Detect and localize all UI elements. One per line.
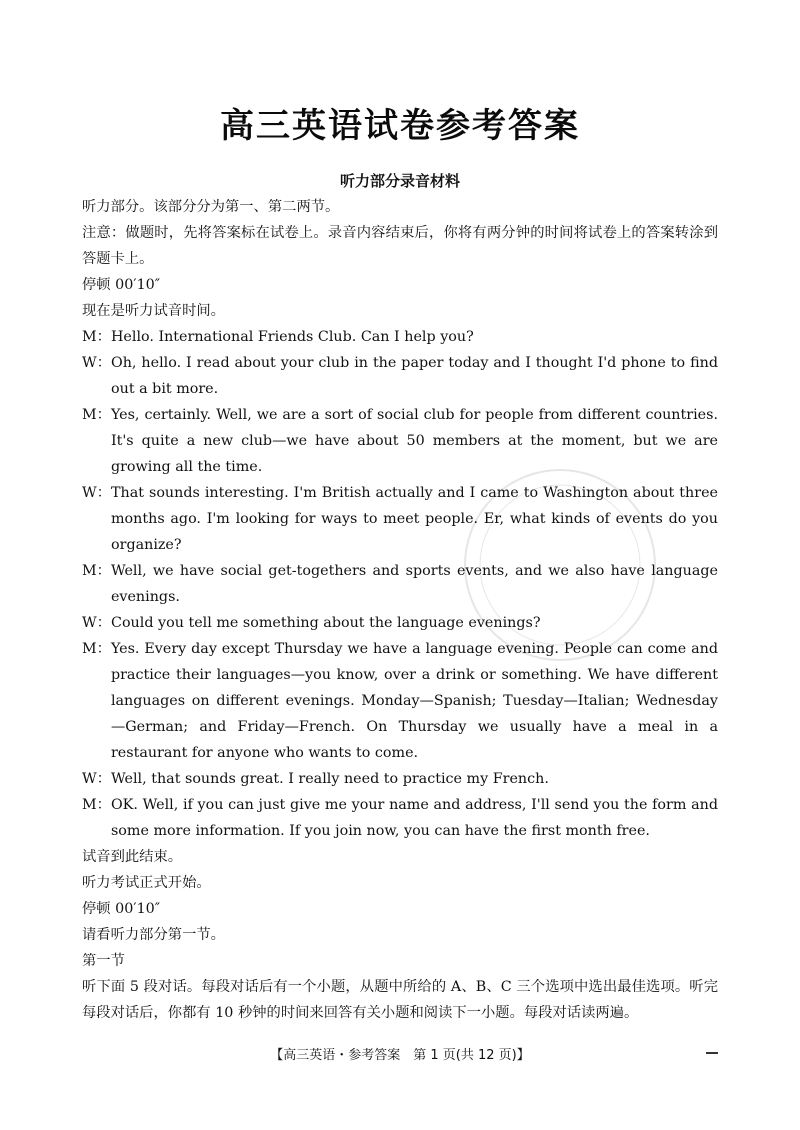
corner-mark <box>706 1052 718 1054</box>
dialogue-line <box>82 350 718 402</box>
section-heading: 听力部分录音材料 <box>339 172 460 190</box>
exam-start-line: 听力考试正式开始。 <box>82 875 211 891</box>
dialogue-line <box>82 610 718 636</box>
dialogue-text: That sounds interesting. I'm British actually and I came to Washington about three months ago. I'm looking for ways to meet people. Er, what kinds of events do you organize? <box>111 485 718 553</box>
speaker-label: M： <box>82 641 111 657</box>
speaker-label: M： <box>82 797 111 813</box>
dialogue-line <box>82 324 718 350</box>
dialogue-text: Could you tell me something about the language evenings? <box>111 615 541 631</box>
dialogue-text: Oh, hello. I read about your club in the paper today and I thought I'd phone to find out a bit more. <box>111 355 718 397</box>
section-prompt-line: 请看听力部分第一节。 <box>82 927 225 943</box>
speaker-label: M： <box>82 563 111 579</box>
dialogue-text: Yes, certainly. Well, we are a sort of social club for people from different countries. It's quite a new club—we have about 50 members at the moment, but we are growing all the time. <box>110 407 718 475</box>
dialogue-line <box>82 558 718 610</box>
pause-line: 停顿 00′10″ <box>82 277 161 293</box>
page-footer: 【高三英语・参考答案 第 1 页(共 12 页)】 <box>270 1048 530 1063</box>
speaker-label: M： <box>82 329 111 345</box>
notice-paragraph: 注意：做题时，先将答案标在试卷上。录音内容结束后，你将有两分钟的时间将试卷上的答案转涂到答题卡上。 <box>82 225 718 267</box>
trial-end-line: 试音到此结束。 <box>82 849 183 865</box>
transcript-body <box>82 194 718 1026</box>
dialogue-text: Hello. International Friends Club. Can I help you? <box>110 329 474 345</box>
dialogue-line <box>82 792 718 844</box>
dialogue-text: Well, we have social get-togethers and sports events, and we also have language evenings. <box>110 563 718 605</box>
speaker-label: W： <box>82 355 111 371</box>
speaker-label: W： <box>82 615 111 631</box>
speaker-label: M： <box>82 407 111 423</box>
speaker-label: W： <box>82 485 111 501</box>
dialogue-line <box>82 636 718 766</box>
section-heading-line: 第一节 <box>82 953 125 969</box>
dialogue-line <box>82 480 718 558</box>
document-title: 高三英语试卷参考答案 <box>220 106 580 146</box>
trial-start-line: 现在是听力试音时间。 <box>82 303 225 319</box>
dialogue-text: OK. Well, if you can just give me your name and address, I'll send you the form and some more information. If you join now, you can have the first month free. <box>110 797 718 839</box>
dialogue-line <box>82 402 718 480</box>
intro-line: 听力部分。该部分分为第一、第二两节。 <box>82 199 340 215</box>
speaker-label: W： <box>82 771 111 787</box>
dialogue-text: Well, that sounds great. I really need to practice my French. <box>111 771 549 787</box>
dialogue-text: Yes. Every day except Thursday we have a language evening. People can come and practice their languages—you know, over a drink or something. We have different languages on different evenings. Monday—Spanish; Tuesday—Italian; Wednesday—German; and Friday—French. On Thursday we usually have a meal in a restaurant for anyone who wants to come. <box>110 641 718 761</box>
dialogue-line <box>82 766 718 792</box>
instructions-paragraph: 听下面 5 段对话。每段对话后有一个小题，从题中所给的 A、B、C 三个选项中选出最佳选项。听完每段对话后，你都有 10 秒钟的时间来回答有关小题和阅读下一小题。每段对话读两遍。 <box>82 979 718 1021</box>
pause-line: 停顿 00′10″ <box>82 901 161 917</box>
